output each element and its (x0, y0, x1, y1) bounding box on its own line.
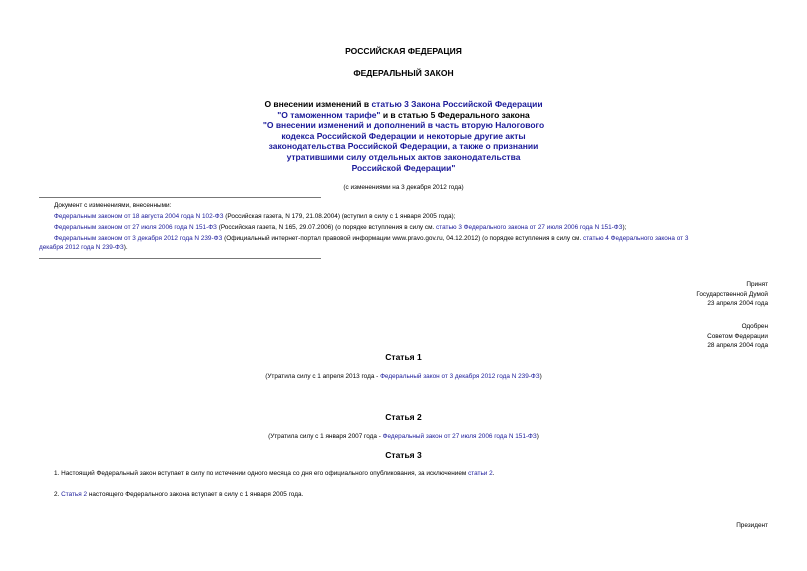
title-line-5[interactable]: законодательства Российской Федерации, а также о признании (268, 141, 539, 152)
amendment-link-151fz[interactable]: Федеральным законом от 27 июля 2006 года N 151-ФЗ (54, 224, 217, 231)
signature-president: Президент (736, 522, 768, 529)
article-3-paragraph-1: 1. Настоящий Федеральный закон вступает в силу по истечении одного месяца со дня его официального опубликования, за исключением статьи 2. (54, 470, 495, 477)
title-link-customs-tariff[interactable]: "О таможенном тарифе" (277, 109, 381, 120)
amendment-link-102fz[interactable]: Федеральным законом от 18 августа 2004 года N 102-ФЗ (54, 213, 224, 220)
adoption-accepted: Принят Государственной Думой 23 апреля 2004 года (696, 281, 768, 307)
amendment-link-239fz-art4-cont[interactable]: декабря 2012 года N 239-ФЗ (39, 244, 124, 251)
article-2-heading: Статья 2 (385, 412, 422, 422)
amendment-link-151fz-art3[interactable]: статью 3 Федерального закона от 27 июля 2006 года N 151-ФЗ (436, 224, 623, 231)
article-2-note: (Утратила силу с 1 января 2007 года - Федеральный закон от 27 июля 2006 года N 151-ФЗ) (268, 433, 539, 440)
article-3-paragraph-2: 2. Статья 2 настоящего Федерального закона вступает в силу с 1 января 2005 года. (54, 491, 304, 498)
doc-type-heading: ФЕДЕРАЛЬНЫЙ ЗАКОН (353, 68, 454, 78)
title-line-4[interactable]: кодекса Российской Федерации и некоторые другие акты (281, 130, 526, 141)
article-1-heading: Статья 1 (385, 352, 422, 362)
amendment-link-239fz[interactable]: Федеральным законом от 3 декабря 2012 года N 239-ФЗ (54, 235, 223, 242)
amendment-link-239fz-art4[interactable]: статью 4 Федерального закона от 3 (583, 235, 689, 242)
country-heading: РОССИЙСКАЯ ФЕДЕРАЦИЯ (345, 46, 462, 56)
law-title (0, 99, 807, 173)
article-3-heading: Статья 3 (385, 450, 422, 460)
article-3-p2-link[interactable]: Статья 2 (61, 491, 88, 498)
amendments-intro: Документ с изменениями, внесенными: (54, 202, 172, 209)
amendment-item-3: Федеральным законом от 3 декабря 2012 года N 239-ФЗ (Официальный интернет-портал правовой информации www.pravo.gov.ru, 04.12.2012) (о порядке вступления в силу см. статью 4 Федерального закона от 3 (54, 235, 689, 242)
title-line-6[interactable]: утратившими силу отдельных актов законодательства (286, 151, 521, 162)
article-3-p1-link[interactable]: статьи 2 (468, 470, 493, 477)
title-line-7[interactable]: Российской Федерации" (351, 162, 456, 173)
amendment-item-2: Федеральным законом от 27 июля 2006 года N 151-ФЗ (Российская газета, N 165, 29.07.2006) (о порядке вступления в силу см. статью 3 Федерального закона от 27 июля 2006 года N 151-ФЗ); (54, 224, 627, 231)
edition-note: (с изменениями на 3 декабря 2012 года) (343, 184, 464, 191)
adoption-approved: Одобрен Советом Федерации 28 апреля 2004 года (707, 323, 768, 349)
title-line-1: О внесении изменений в статью 3 Закона Российской Федерации (264, 99, 543, 109)
title-link-customs-law[interactable]: статью 3 Закона Российской Федерации (371, 99, 543, 109)
title-line-2: "О таможенном тарифе" и в статью 5 Федерального закона (277, 109, 530, 120)
article-2-note-link[interactable]: Федеральный закон от 27 июля 2006 года N 151-ФЗ (382, 433, 537, 440)
title-line-3[interactable]: "О внесении изменений и дополнений в часть вторую Налогового (262, 120, 545, 131)
article-1-note: (Утратила силу с 1 апреля 2013 года - Федеральный закон от 3 декабря 2012 года N 239-ФЗ) (265, 373, 542, 380)
divider-top (39, 197, 321, 198)
divider-bottom (39, 258, 321, 259)
article-1-note-link[interactable]: Федеральный закон от 3 декабря 2012 года N 239-ФЗ (380, 373, 540, 380)
amendment-item-3-cont: декабря 2012 года N 239-ФЗ). (39, 244, 128, 251)
amendment-item-1: Федеральным законом от 18 августа 2004 года N 102-ФЗ (Российская газета, N 179, 21.08.2004) (вступил в силу с 1 января 2005 года); (54, 213, 456, 220)
